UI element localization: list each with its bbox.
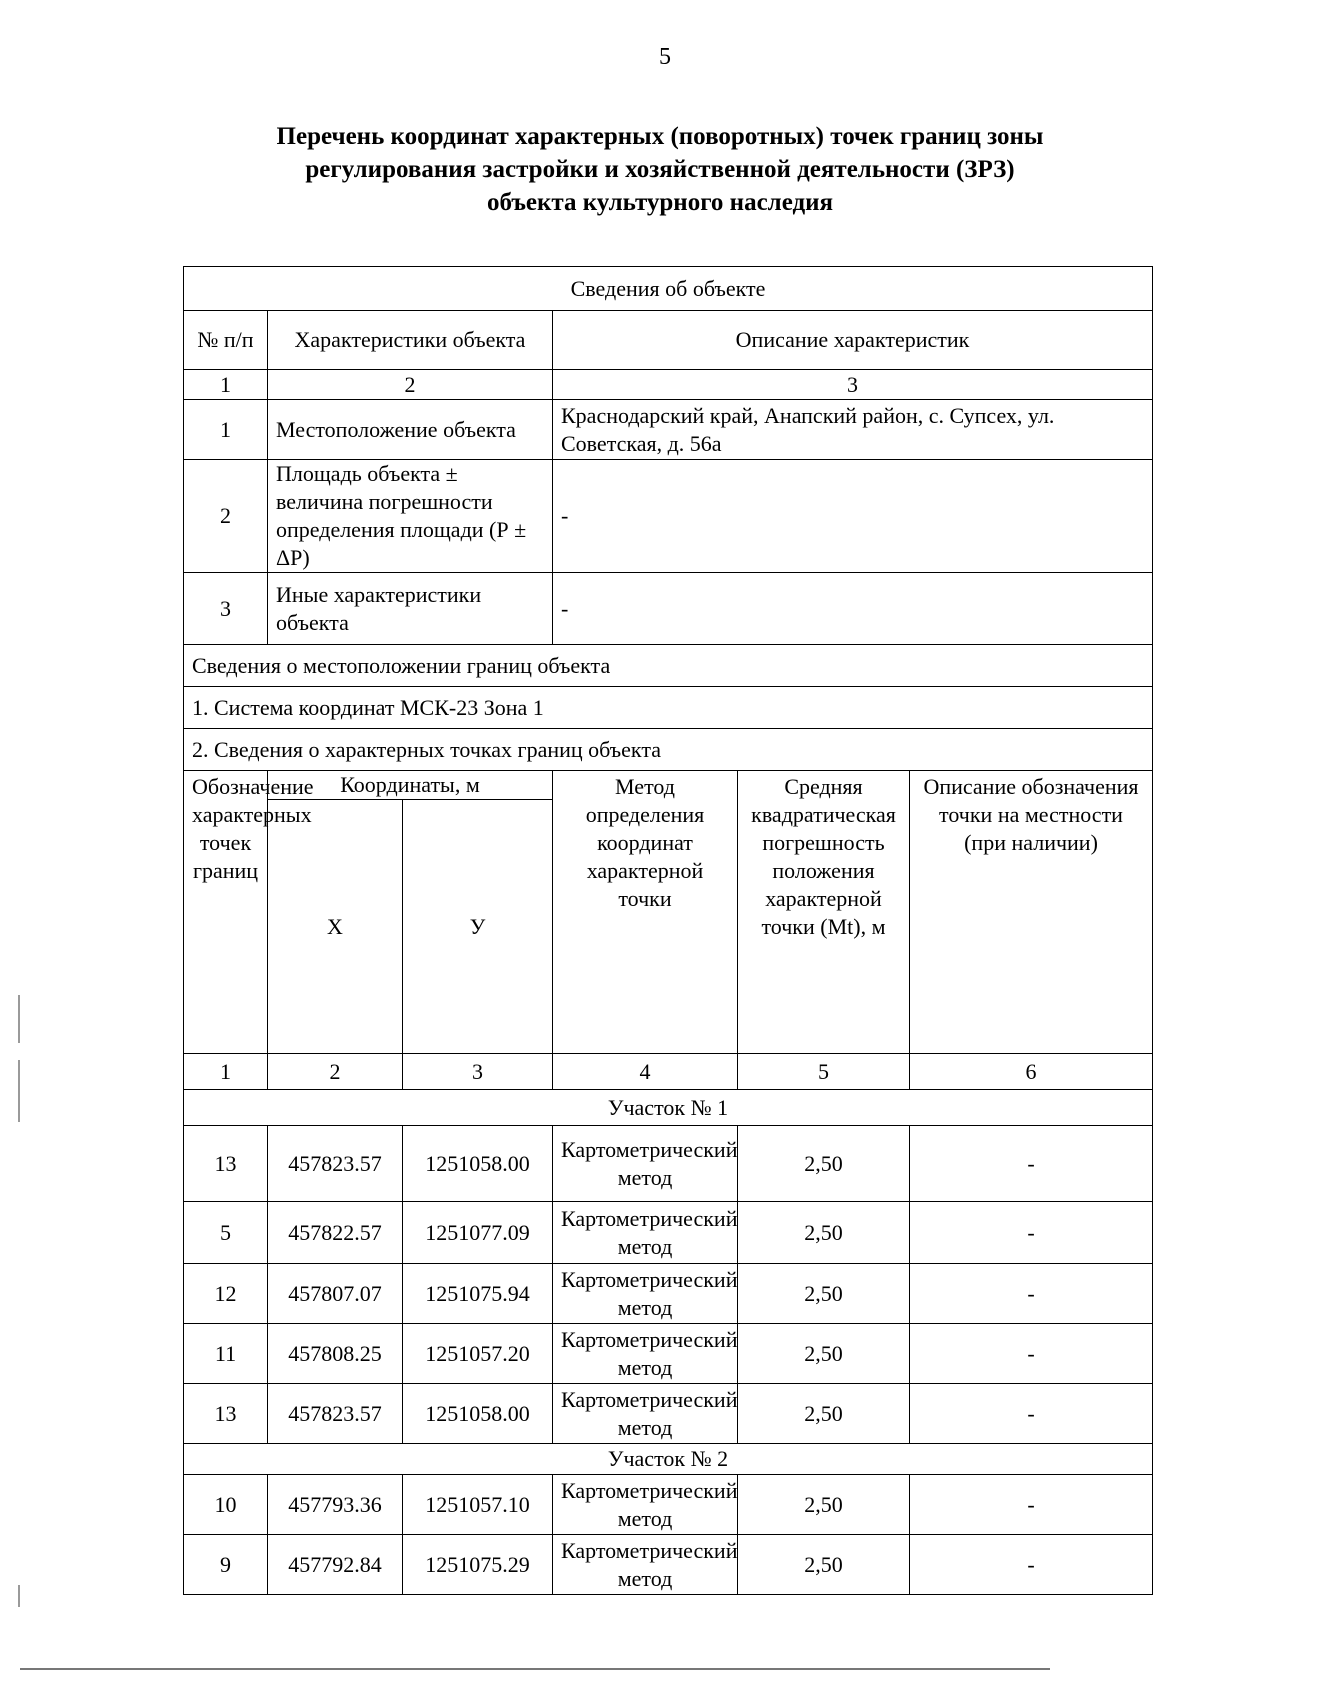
header-point-description: Описание обозначения точки на местности (при наличии) <box>910 771 1153 1054</box>
point-y: 1251077.09 <box>403 1202 553 1264</box>
points-colnum-2: 2 <box>268 1054 403 1090</box>
points-colnum-5: 5 <box>738 1054 910 1090</box>
point-error: 2,50 <box>738 1324 910 1384</box>
object-colnum-1: 1 <box>184 370 268 400</box>
point-row <box>184 1384 1153 1444</box>
point-error: 2,50 <box>738 1264 910 1324</box>
object-row-desc: Краснодарский край, Анапский район, с. Супсех, ул. Советская, д. 56а <box>553 400 1153 460</box>
point-method: Картометрический метод <box>553 1264 738 1324</box>
section-title: Участок № 2 <box>184 1444 1153 1475</box>
point-x: 457823.57 <box>268 1384 403 1444</box>
coordinates-table <box>183 266 1153 1595</box>
point-method: Картометрический метод <box>553 1384 738 1444</box>
point-x: 457807.07 <box>268 1264 403 1324</box>
point-description: - <box>910 1475 1153 1535</box>
header-y: У <box>403 800 553 1054</box>
point-y: 1251057.20 <box>403 1324 553 1384</box>
boundaries-header: Сведения о местоположении границ объекта <box>184 645 1153 687</box>
point-description: - <box>910 1384 1153 1444</box>
point-error: 2,50 <box>738 1475 910 1535</box>
points-colnum-1: 1 <box>184 1054 268 1090</box>
points-header: 2. Сведения о характерных точках границ объекта <box>184 729 1153 771</box>
document-title <box>180 120 1140 219</box>
point-method: Картометрический метод <box>553 1475 738 1535</box>
point-description: - <box>910 1126 1153 1202</box>
point-method: Картометрический метод <box>553 1126 738 1202</box>
point-x: 457792.84 <box>268 1535 403 1595</box>
header-characteristics: Характеристики объекта <box>268 311 553 370</box>
point-row <box>184 1264 1153 1324</box>
object-row-char: Площадь объекта ± величина погрешности определения площади (Р ± ΔР) <box>268 460 553 573</box>
object-row-char: Местоположение объекта <box>268 400 553 460</box>
point-id: 11 <box>184 1324 268 1384</box>
point-id: 12 <box>184 1264 268 1324</box>
object-row-num: 2 <box>184 460 268 573</box>
point-method: Картометрический метод <box>553 1535 738 1595</box>
point-x: 457823.57 <box>268 1126 403 1202</box>
header-num: № п/п <box>184 311 268 370</box>
point-row <box>184 1535 1153 1595</box>
object-info-header: Сведения об объекте <box>184 267 1153 311</box>
title-line-1: Перечень координат характерных (поворотных) точек границ зоны <box>276 123 1044 150</box>
point-x: 457822.57 <box>268 1202 403 1264</box>
point-error: 2,50 <box>738 1384 910 1444</box>
point-error: 2,50 <box>738 1535 910 1595</box>
point-id: 5 <box>184 1202 268 1264</box>
scan-mark <box>18 1585 20 1607</box>
header-description: Описание характеристик <box>553 311 1153 370</box>
object-row-desc: - <box>553 573 1153 645</box>
object-row <box>184 400 1153 460</box>
point-description: - <box>910 1535 1153 1595</box>
header-designation: Обозначение характерных точек границ <box>184 771 268 1054</box>
object-row <box>184 460 1153 573</box>
point-row <box>184 1126 1153 1202</box>
point-y: 1251057.10 <box>403 1475 553 1535</box>
object-row-num: 3 <box>184 573 268 645</box>
header-method: Метод определения координат характерной точки <box>553 771 738 1054</box>
point-id: 13 <box>184 1384 268 1444</box>
point-id: 9 <box>184 1535 268 1595</box>
point-method: Картометрический метод <box>553 1324 738 1384</box>
point-row <box>184 1324 1153 1384</box>
object-row-char: Иные характеристики объекта <box>268 573 553 645</box>
object-row-num: 1 <box>184 400 268 460</box>
scan-mark <box>18 1060 20 1122</box>
point-row <box>184 1202 1153 1264</box>
header-x: Х <box>268 800 403 1054</box>
page-number: 5 <box>659 44 671 70</box>
point-row <box>184 1475 1153 1535</box>
object-colnum-2: 2 <box>268 370 553 400</box>
coord-system: 1. Система координат МСК-23 Зона 1 <box>184 687 1153 729</box>
point-method: Картометрический метод <box>553 1202 738 1264</box>
point-description: - <box>910 1202 1153 1264</box>
point-id: 10 <box>184 1475 268 1535</box>
point-y: 1251058.00 <box>403 1384 553 1444</box>
point-y: 1251058.00 <box>403 1126 553 1202</box>
point-description: - <box>910 1324 1153 1384</box>
points-colnum-3: 3 <box>403 1054 553 1090</box>
point-x: 457793.36 <box>268 1475 403 1535</box>
object-colnum-3: 3 <box>553 370 1153 400</box>
point-description: - <box>910 1264 1153 1324</box>
points-colnum-6: 6 <box>910 1054 1153 1090</box>
header-coords: Координаты, м <box>268 771 553 800</box>
section-title: Участок № 1 <box>184 1090 1153 1126</box>
object-row-desc: - <box>553 460 1153 573</box>
title-line-2: регулирования застройки и хозяйственной деятельности (ЗРЗ) <box>305 156 1015 183</box>
header-error: Средняя квадратическая погрешность положения характерной точки (Mt), м <box>738 771 910 1054</box>
points-colnum-4: 4 <box>553 1054 738 1090</box>
scan-mark <box>18 995 20 1043</box>
object-row <box>184 573 1153 645</box>
scan-edge-line <box>20 1668 1050 1670</box>
point-y: 1251075.94 <box>403 1264 553 1324</box>
title-line-3: объекта культурного наследия <box>486 189 834 216</box>
point-error: 2,50 <box>738 1126 910 1202</box>
point-error: 2,50 <box>738 1202 910 1264</box>
point-y: 1251075.29 <box>403 1535 553 1595</box>
point-id: 13 <box>184 1126 268 1202</box>
point-x: 457808.25 <box>268 1324 403 1384</box>
